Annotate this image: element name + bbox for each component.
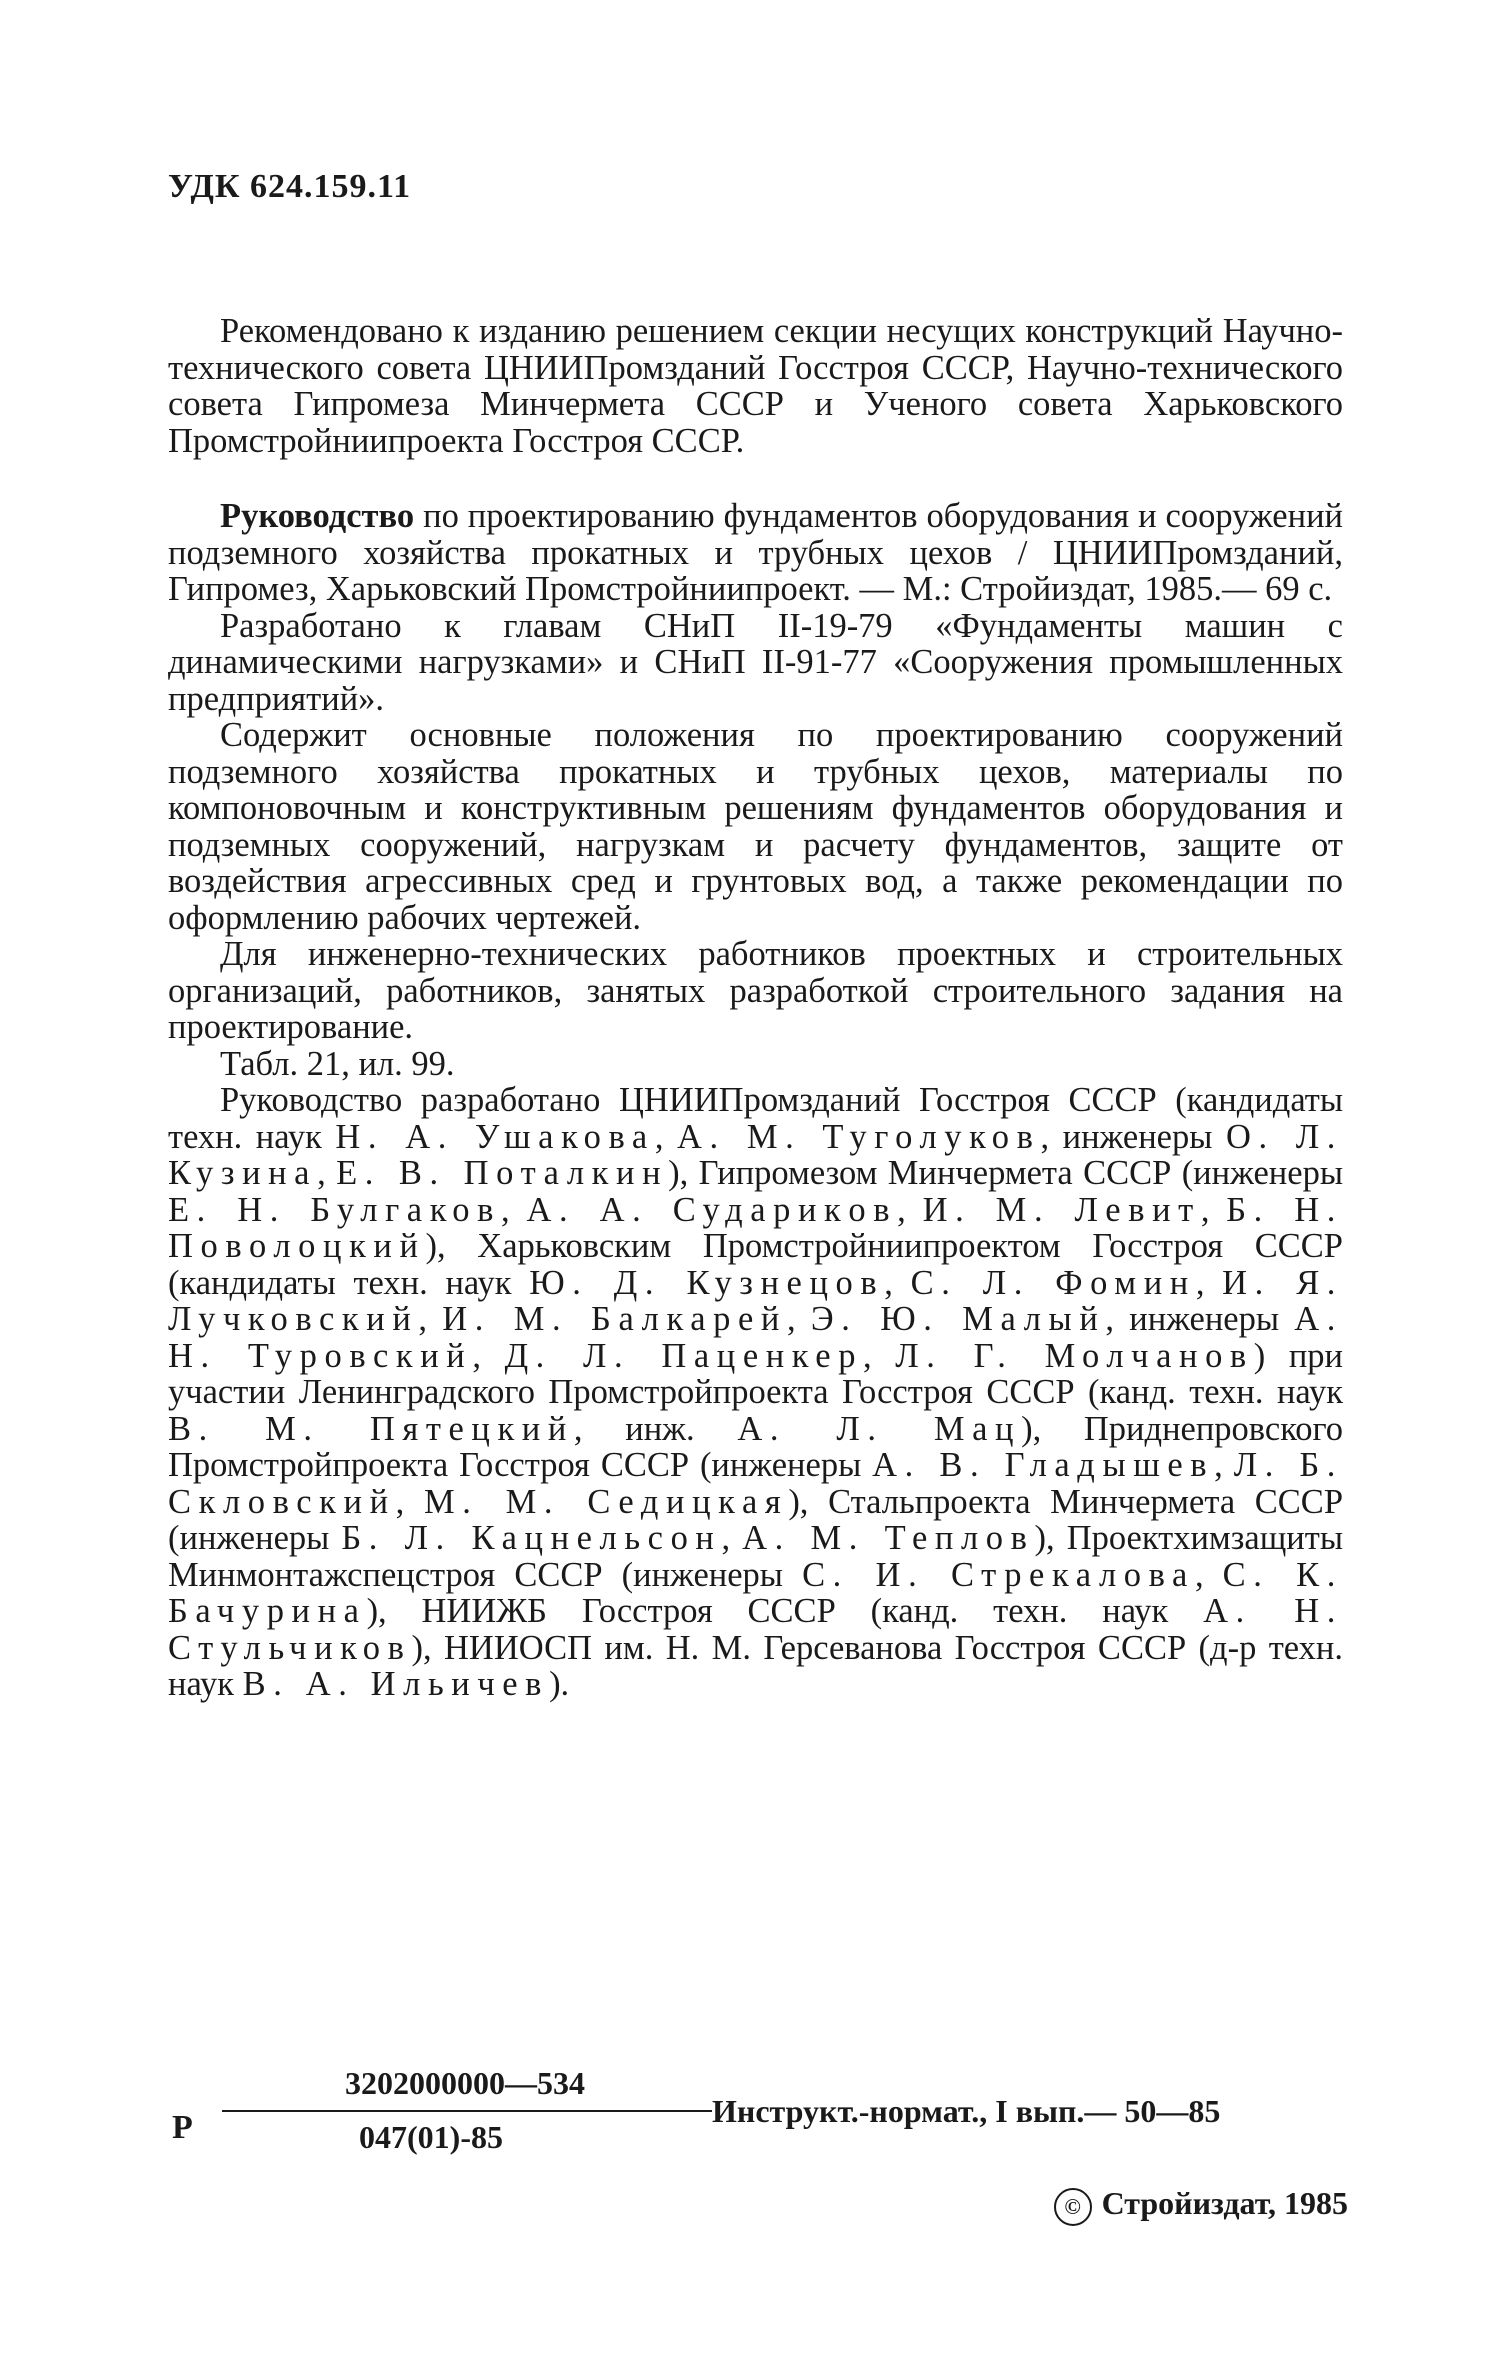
author-name: М. М. Седицкая — [423, 1482, 789, 1521]
author-name: Н. А. Ушакова — [335, 1117, 655, 1156]
author-name: Б. Л. Кацнельсон — [341, 1519, 722, 1557]
author-name: И. М. Балкарей — [442, 1300, 787, 1338]
authors-text: ), Стальпроекта Минчермета СССР (инженеры — [168, 1482, 1344, 1557]
copyright-text: Стройиздат, 1985 — [1101, 2185, 1348, 2221]
authors-text: ), Харьковским Промстройниипроектом Госстроя СССР (кандидаты техн. наук — [168, 1227, 1343, 1302]
authors-text: ), Проектхимзащиты Минмонтажспецстроя СССР (инженеры — [168, 1519, 1343, 1594]
author-name: О. Л. Кузина — [168, 1117, 1344, 1192]
copyright-icon: © — [1054, 2188, 1092, 2226]
fraction-line — [222, 2110, 712, 2112]
author-name: Ю. Д. Кузнецов — [529, 1263, 885, 1302]
author-name: Б. Н. Поволоцкий — [168, 1190, 1343, 1265]
copyright — [1054, 2185, 1348, 2226]
authors-text: , — [317, 1154, 337, 1192]
author-name: А. Н. Стульчиков — [168, 1592, 1343, 1667]
author-name: С. И. Стрекалова — [802, 1555, 1195, 1594]
authors-text: , — [1194, 1555, 1223, 1594]
authors-text: , — [721, 1519, 743, 1557]
author-name: В. А. Ильичев — [242, 1665, 550, 1703]
authors-text: , — [1195, 1263, 1223, 1302]
author-name: В. М. Пятецкий — [168, 1409, 574, 1448]
author-name: А. М. Теплов — [742, 1519, 1035, 1557]
author-name: А. А. Сударикoв — [526, 1190, 898, 1229]
author-name: Л. Б. Скловский — [168, 1446, 1344, 1521]
developed-paragraph: Разработано к главам СНиП II-19-79 «Фундаменты машин с динамическими нагрузками» и СНиП II-91-77 «Сооружения промышленных предприятий». — [168, 606, 1343, 718]
authors-text: ), НИИЖБ Госстроя СССР (канд. техн. наук — [366, 1592, 1204, 1630]
authors-text: , — [472, 1336, 505, 1375]
authors-text: , — [1200, 1190, 1227, 1229]
author-name: А. М. Туголуков — [677, 1117, 1041, 1156]
authors-text: , — [884, 1263, 911, 1302]
audience-paragraph: Для инженерно-технических работников проектных и строительных организаций, работников, занятых разработкой строительного задания на проектирование. — [168, 935, 1343, 1046]
imprint-instruction: Инструкт.-нормат., I вып.— 50—85 — [712, 2093, 1221, 2129]
authors-text: , — [501, 1190, 527, 1229]
authors-text: , — [786, 1300, 811, 1338]
author-name: Д. Л. Паценкер — [504, 1336, 864, 1375]
author-name: А. В. Гладышев — [872, 1446, 1215, 1484]
citation-paragraph — [168, 498, 1343, 608]
author-name: Е. Н. Булгаков — [168, 1190, 502, 1229]
author-name: И. Я. Лучковский — [168, 1263, 1344, 1338]
author-name: Э. Ю. Малый — [810, 1300, 1106, 1338]
authors-text: , — [395, 1482, 424, 1521]
author-name: И. М. Левит — [922, 1190, 1201, 1229]
imprint-code-top: 3202000000—534 — [345, 2065, 585, 2101]
citation-title: Руководство — [220, 497, 415, 535]
authors-text: , — [863, 1336, 896, 1375]
udk-code: УДК 624.159.11 — [168, 168, 412, 205]
authors-text: ), НИИОСП им. Н. М. Герсеванова Госстроя СССР (д-р техн. наук — [168, 1628, 1343, 1703]
author-name: С. К. Бачурина — [168, 1555, 1343, 1630]
annotation-block — [168, 498, 1343, 1703]
recommendation-text: Рекомендовано к изданию решением секции несущих конструкций Научно-технического совета ЦНИИПромзданий Госстроя СССР, Научно-технического совета Гипромеза Минчермета СССР и Ученого совета Харьковского Промстройниипроекта Госстроя СССР. — [168, 312, 1343, 460]
imprint-code-bottom: 047(01)-85 — [359, 2119, 503, 2155]
contents-paragraph: Содержит основные положения по проектированию сооружений подземного хозяйства прокатных и трубных цехов, материалы по компоновочным и конструктивным решениям фундаментов оборудования и подземных сооружений, нагрузкам и расчету фундаментов, защите от воздействия агрессивных сред и грунтовых вод, а также рекомендации по оформлению рабочих чертежей. — [168, 716, 1343, 937]
authors-text: Руководство разработано ЦНИИПромзданий Госстроя СССР (кандидаты техн. наук — [168, 1081, 1343, 1156]
imprint-letter: Р — [172, 2109, 193, 2146]
author-name: С. Л. Фомин — [910, 1263, 1196, 1302]
author-name: Л. Г. Молчанов — [895, 1336, 1254, 1375]
authors-text: ), Приднепровского Промстройпроекта Госстроя СССР (инженеры — [168, 1409, 1344, 1484]
authors-text: , инженеры — [1105, 1300, 1295, 1338]
author-name: А. Н. Туровский — [168, 1300, 1344, 1375]
tables-paragraph: Табл. 21, ил. 99. — [220, 1044, 455, 1083]
authors-text: ). — [549, 1665, 570, 1703]
authors-text: , инженеры — [1040, 1117, 1226, 1156]
authors-text: , — [897, 1190, 923, 1229]
authors-text: , — [1214, 1446, 1234, 1484]
author-name: А. Л. Мац — [737, 1409, 1022, 1448]
authors-paragraph — [168, 1082, 1343, 1703]
citation-rest: по проектированию фундаментов оборудования и сооружений подземного хозяйства прокатных и трубных цехов / ЦНИИПромзданий, Гипромез, Харьковский Промстройниипроект. — М.: Стройиздат, 1985.— 69 с. — [168, 497, 1343, 608]
imprint-code — [226, 2065, 704, 2155]
authors-text: ) при участии Ленинградского Промстройпроекта Госстроя СССР (канд. техн. наук — [168, 1336, 1344, 1411]
author-name: Е. В. Поталкин — [336, 1154, 669, 1192]
authors-text: ), Гипромезом Минчермета СССР (инженеры — [668, 1154, 1344, 1192]
imprint-footer — [168, 2065, 1348, 2265]
authors-text: , инж. — [573, 1409, 738, 1448]
authors-text: , — [418, 1300, 443, 1338]
authors-text: , — [654, 1117, 677, 1156]
